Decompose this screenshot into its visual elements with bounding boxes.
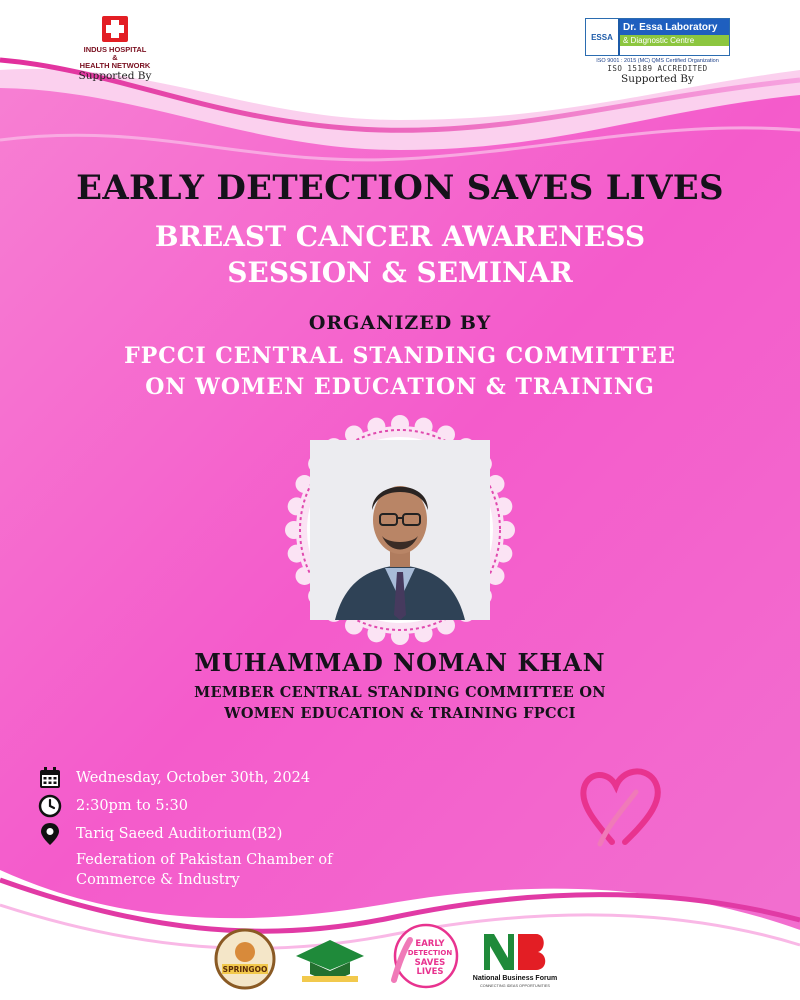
springoo-logo: [214, 928, 276, 990]
indus-cross-icon: [98, 14, 132, 44]
subtitle-line1: BREAST CANCER AWARENESS: [154, 220, 646, 253]
event-venue: Tariq Saeed Auditorium(B2): [76, 826, 283, 842]
speaker-photo: [307, 437, 493, 623]
awareness-ribbon-heart-icon: [570, 762, 680, 852]
headline: EARLY DETECTION SAVES LIVES: [76, 168, 724, 208]
speaker-role-line2: WOMEN EDUCATION & TRAINING FPCCI: [224, 705, 576, 722]
early-logo-line4: LIVES: [416, 967, 444, 977]
event-time: 2:30pm to 5:30: [76, 798, 188, 814]
nbf-name: National Business Forum: [472, 975, 558, 982]
indus-name-line1: INDUS HOSPITAL: [83, 45, 147, 54]
event-venue-line2: Federation of Pakistan Chamber of: [76, 852, 333, 868]
early-logo-line2: DETECTION: [407, 949, 453, 957]
subtitle-line2: SESSION & SEMINAR: [227, 256, 573, 289]
essa-iso-text: ISO 9001 : 2015 (MC) QMS Certified Organization: [596, 58, 719, 64]
indus-name-line2: &: [112, 53, 118, 62]
speaker-role-line1: MEMBER CENTRAL STANDING COMMITTEE ON: [194, 684, 606, 701]
organizer-line1: FPCCI CENTRAL STANDING COMMITTEE: [124, 343, 676, 369]
springoo-logo-text: SPRINGOO: [222, 965, 268, 974]
organized-by-label: ORGANIZED BY: [308, 312, 492, 334]
essa-supported-by: Supported By: [621, 73, 694, 85]
event-venue-line3: Commerce & Industry: [76, 872, 240, 888]
early-detection-logo: [386, 922, 464, 994]
speaker-photo-frame: [286, 416, 514, 644]
clock-icon: [38, 794, 62, 818]
early-logo-line3: SAVES: [414, 958, 446, 968]
indus-name-line3: HEALTH NETWORK: [79, 61, 151, 70]
national-business-forum-logo: [472, 928, 558, 990]
speaker-name: MUHAMMAD NOMAN KHAN: [194, 648, 606, 677]
indus-hospital-logo: [70, 14, 160, 82]
essa-name: Dr. Essa Laboratory: [620, 19, 729, 35]
nbf-tagline: CONNECTING IDEAS OPPORTUNITIES: [480, 984, 550, 988]
essa-laboratory-logo: [585, 18, 730, 85]
calendar-icon: [38, 766, 62, 790]
organizer-line2: ON WOMEN EDUCATION & TRAINING: [145, 374, 655, 400]
event-date: Wednesday, October 30th, 2024: [76, 770, 311, 786]
indus-supported-by: Supported By: [78, 70, 152, 82]
sponsor-logos: [0, 920, 800, 992]
essa-accredited-text: ISO 15189 ACCREDITED: [607, 64, 708, 73]
essa-mark: ESSA: [586, 19, 620, 55]
early-logo-line1: EARLY: [415, 939, 445, 949]
location-pin-icon: [38, 822, 62, 846]
education-forum-logo: [292, 934, 368, 984]
essa-subtitle: & Diagnostic Centre: [620, 35, 729, 46]
